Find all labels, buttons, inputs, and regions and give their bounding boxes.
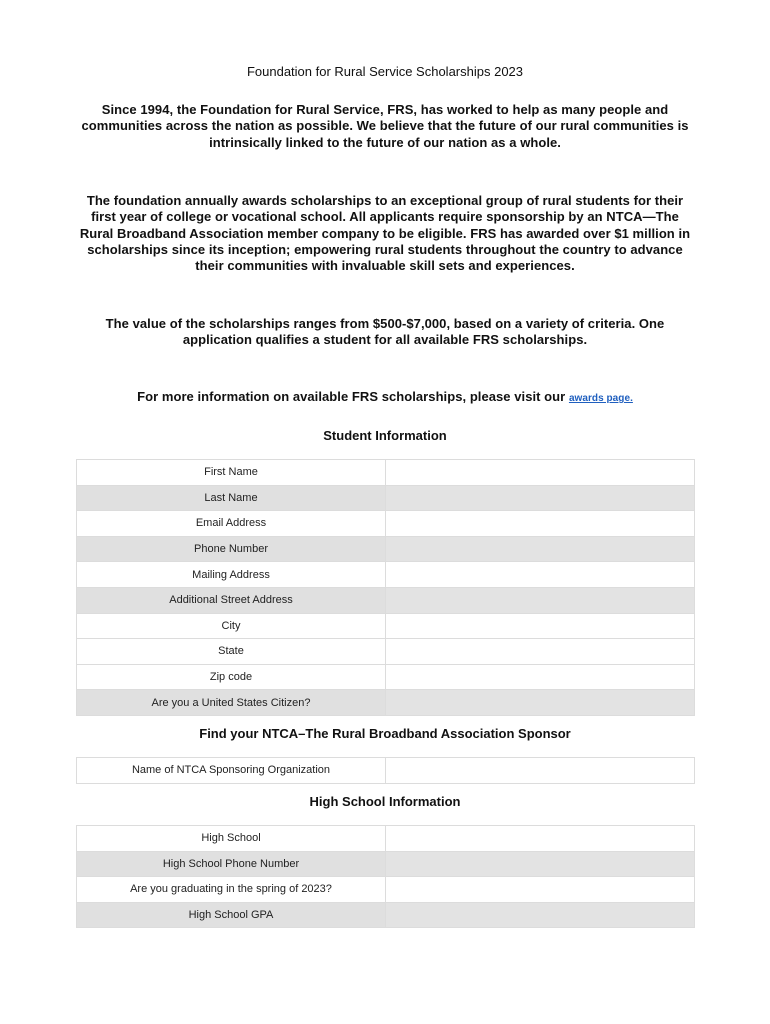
- intro-paragraph: Since 1994, the Foundation for Rural Service, FRS, has worked to help as many people and communities across the nation as possible. We believe that the future of our rural communities is intrinsically linked to the future of our nation as a whole.: [81, 102, 689, 150]
- last-name-field[interactable]: [386, 485, 695, 511]
- table-row: [77, 562, 695, 588]
- phone-number-field[interactable]: [386, 536, 695, 562]
- state-field[interactable]: [386, 639, 695, 665]
- first-name-label: First Name: [77, 460, 386, 486]
- more-info-text: For more information on available FRS scholarships, please visit our: [137, 389, 566, 404]
- phone-number-label: Phone Number: [77, 536, 386, 562]
- high-school-heading: High School Information: [309, 794, 461, 809]
- city-label: City: [77, 613, 386, 639]
- table-row: [77, 826, 695, 852]
- email-address-label: Email Address: [77, 511, 386, 537]
- high-school-label: High School: [77, 826, 386, 852]
- table-row: [77, 902, 695, 928]
- student-information-heading: Student Information: [323, 428, 447, 443]
- table-row: [77, 460, 695, 486]
- table-row: [77, 587, 695, 613]
- high-school-field[interactable]: [386, 826, 695, 852]
- table-row: [77, 877, 695, 903]
- table-row: [77, 851, 695, 877]
- mailing-address-label: Mailing Address: [77, 562, 386, 588]
- table-row: [77, 536, 695, 562]
- last-name-label: Last Name: [77, 485, 386, 511]
- mailing-address-field[interactable]: [386, 562, 695, 588]
- email-address-field[interactable]: [386, 511, 695, 537]
- student-information-table: [76, 459, 695, 716]
- sponsoring-organization-label: Name of NTCA Sponsoring Organization: [77, 758, 386, 784]
- sponsor-heading: Find your NTCA–The Rural Broadband Association Sponsor: [199, 726, 571, 741]
- additional-street-address-field[interactable]: [386, 587, 695, 613]
- high-school-table: [76, 825, 695, 928]
- more-info-paragraph: [75, 389, 695, 407]
- high-school-gpa-label: High School GPA: [77, 902, 386, 928]
- high-school-gpa-field[interactable]: [386, 902, 695, 928]
- us-citizen-label: Are you a United States Citizen?: [77, 690, 386, 716]
- first-name-field[interactable]: [386, 460, 695, 486]
- eligibility-paragraph: The foundation annually awards scholarships to an exceptional group of rural students for their first year of college or vocational school. All applicants require sponsorship by an NTCA—The Rural Broadband Association member company to be eligible. FRS has awarded over $1 million in scholarships since its inception; empowering rural students throughout the country to advance their communities with invaluable skill sets and experiences.: [79, 193, 691, 274]
- graduating-spring-label: Are you graduating in the spring of 2023?: [77, 877, 386, 903]
- table-row: [77, 511, 695, 537]
- value-paragraph: The value of the scholarships ranges from $500-$7,000, based on a variety of criteria. One application qualifies a student for all available FRS scholarships.: [105, 316, 665, 348]
- sponsoring-organization-field[interactable]: [386, 758, 695, 784]
- awards-page-link[interactable]: awards page.: [568, 393, 633, 404]
- table-row: [77, 613, 695, 639]
- state-label: State: [77, 639, 386, 665]
- document-title: Foundation for Rural Service Scholarships 2023: [246, 64, 524, 79]
- zip-code-label: Zip code: [77, 664, 386, 690]
- table-row: [77, 758, 695, 784]
- table-row: [77, 664, 695, 690]
- table-row: [77, 690, 695, 716]
- high-school-phone-label: High School Phone Number: [77, 851, 386, 877]
- table-row: [77, 639, 695, 665]
- high-school-phone-field[interactable]: [386, 851, 695, 877]
- sponsor-table: [76, 757, 695, 784]
- us-citizen-field[interactable]: [386, 690, 695, 716]
- zip-code-field[interactable]: [386, 664, 695, 690]
- graduating-spring-field[interactable]: [386, 877, 695, 903]
- additional-street-address-label: Additional Street Address: [77, 587, 386, 613]
- table-row: [77, 485, 695, 511]
- city-field[interactable]: [386, 613, 695, 639]
